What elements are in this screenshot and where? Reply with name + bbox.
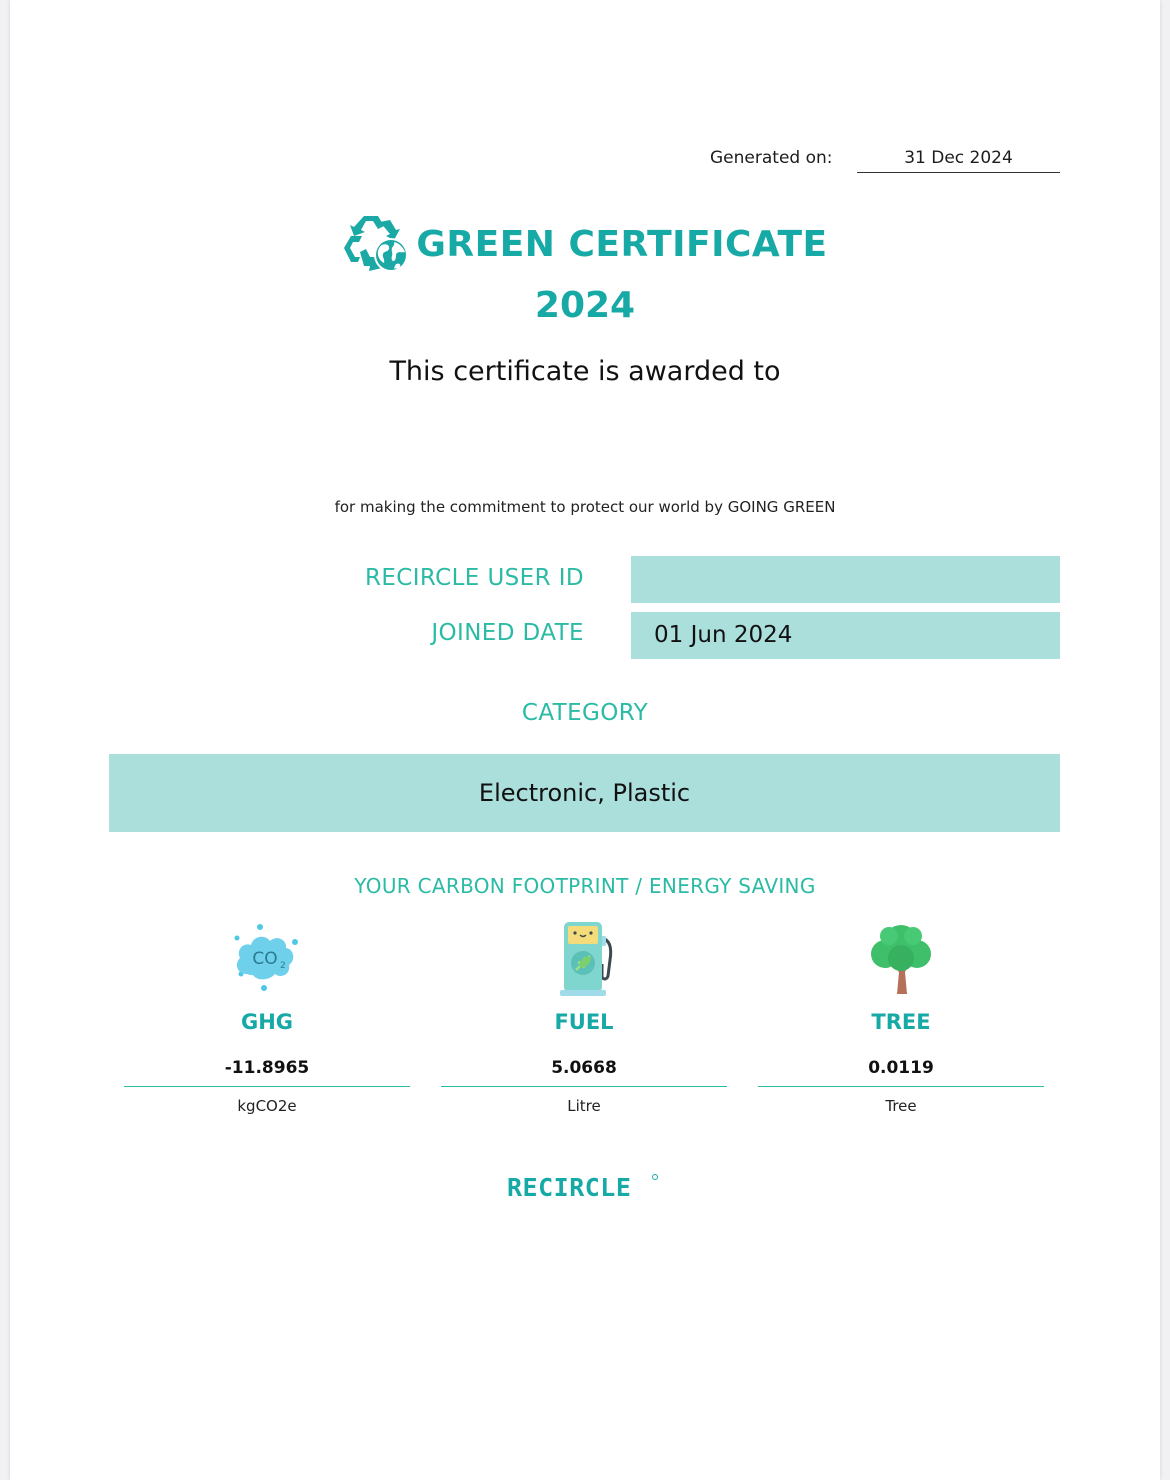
metric-fuel (441, 918, 727, 1115)
generated-on-date: 31 Dec 2024 (904, 148, 1013, 168)
metric-tree (758, 918, 1044, 1115)
svg-text:2: 2 (280, 961, 286, 971)
metric-tree-value: 0.0119 (868, 1058, 934, 1078)
metric-tree-unit: Tree (885, 1097, 917, 1115)
svg-text:CO: CO (252, 949, 278, 969)
category-value: Electronic, Plastic (478, 779, 691, 807)
joined-date-field (631, 612, 1060, 659)
certificate-page (10, 0, 1160, 1480)
fuel-pump-icon (544, 918, 624, 998)
metric-ghg-value: -11.8965 (224, 1058, 310, 1078)
certificate-year: 2024 (534, 285, 636, 326)
user-id-label: RECIRCLE USER ID (364, 565, 584, 591)
awarded-to-text: This certificate is awarded to (389, 356, 781, 387)
user-id-field (631, 556, 1060, 603)
certificate-title-row (10, 212, 1160, 276)
recircle-brand (10, 1170, 1160, 1202)
carbon-footprint-heading: YOUR CARBON FOOTPRINT / ENERGY SAVING (354, 874, 816, 898)
joined-date-label: JOINED DATE (431, 620, 584, 646)
metric-fuel-unit: Litre (567, 1097, 601, 1115)
joined-date-value: 01 Jun 2024 (654, 622, 793, 648)
metric-fuel-value: 5.0668 (551, 1058, 617, 1078)
metric-ghg-underline (124, 1086, 410, 1087)
recycle-globe-icon (342, 212, 410, 276)
metric-tree-underline (758, 1086, 1044, 1087)
certificate-title: GREEN CERTIFICATE (416, 223, 828, 265)
category-field (109, 754, 1060, 832)
metric-ghg-name: GHG (240, 1010, 294, 1034)
category-label: CATEGORY (521, 700, 649, 726)
co2-cloud-icon (227, 918, 307, 998)
generated-date-underline (857, 172, 1060, 173)
metric-ghg (124, 918, 410, 1115)
generated-on-label: Generated on: (710, 148, 833, 168)
recircle-logo-text: RECIRCLE (507, 1173, 632, 1202)
metric-fuel-name: FUEL (554, 1010, 614, 1034)
metric-fuel-underline (441, 1086, 727, 1087)
recircle-logo (505, 1170, 665, 1202)
tree-icon (861, 918, 941, 998)
metric-ghg-unit: kgCO2e (237, 1097, 297, 1115)
commitment-text: for making the commitment to protect our world by GOING GREEN (334, 498, 836, 516)
metric-tree-name: TREE (871, 1010, 931, 1034)
